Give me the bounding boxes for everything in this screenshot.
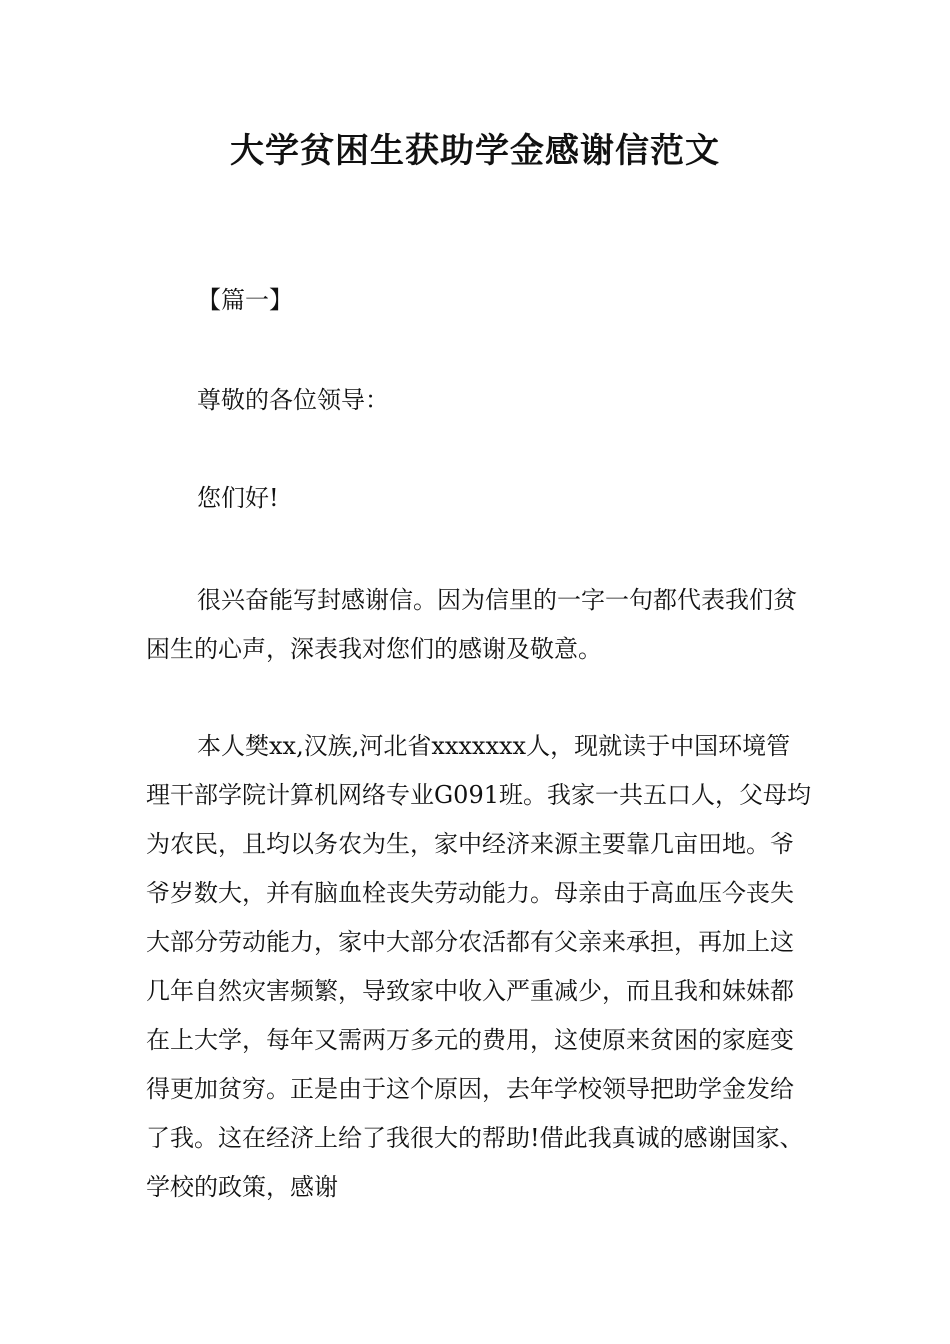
salutation: 尊敬的各位领导：	[197, 386, 389, 414]
section-label: 【篇一】	[197, 286, 293, 314]
paragraph-1: 很兴奋能写封感谢信。因为信里的一字一句都代表我们贫困生的心声，深表我对您们的感谢及敬意。	[146, 586, 797, 663]
document-title: 大学贫困生获助学金感谢信范文	[230, 131, 720, 171]
paragraph-2: 本人樊xx,汉族,河北省xxxxxxx人，现就读于中国环境管理干部学院计算机网络专业G091班。我家一共五口人，父母均为农民，且均以务农为生，家中经济来源主要靠几亩田地。爷爷岁数大，并有脑血栓丧失劳动能力。母亲由于高血压今丧失大部分劳动能力，家中大部分农活都有父亲来承担，再加上这几年自然灾害频繁，导致家中收入严重减少，而且我和妹妹都在上大学，每年又需两万多元的费用，这使原来贫困的家庭变得更加贫穷。正是由于这个原因，去年学校领导把助学金发给了我。这在经济上给了我很大的帮助!借此我真诚的感谢国家、学校的政策，感谢	[146, 732, 811, 1201]
greeting: 您们好!	[197, 484, 279, 512]
